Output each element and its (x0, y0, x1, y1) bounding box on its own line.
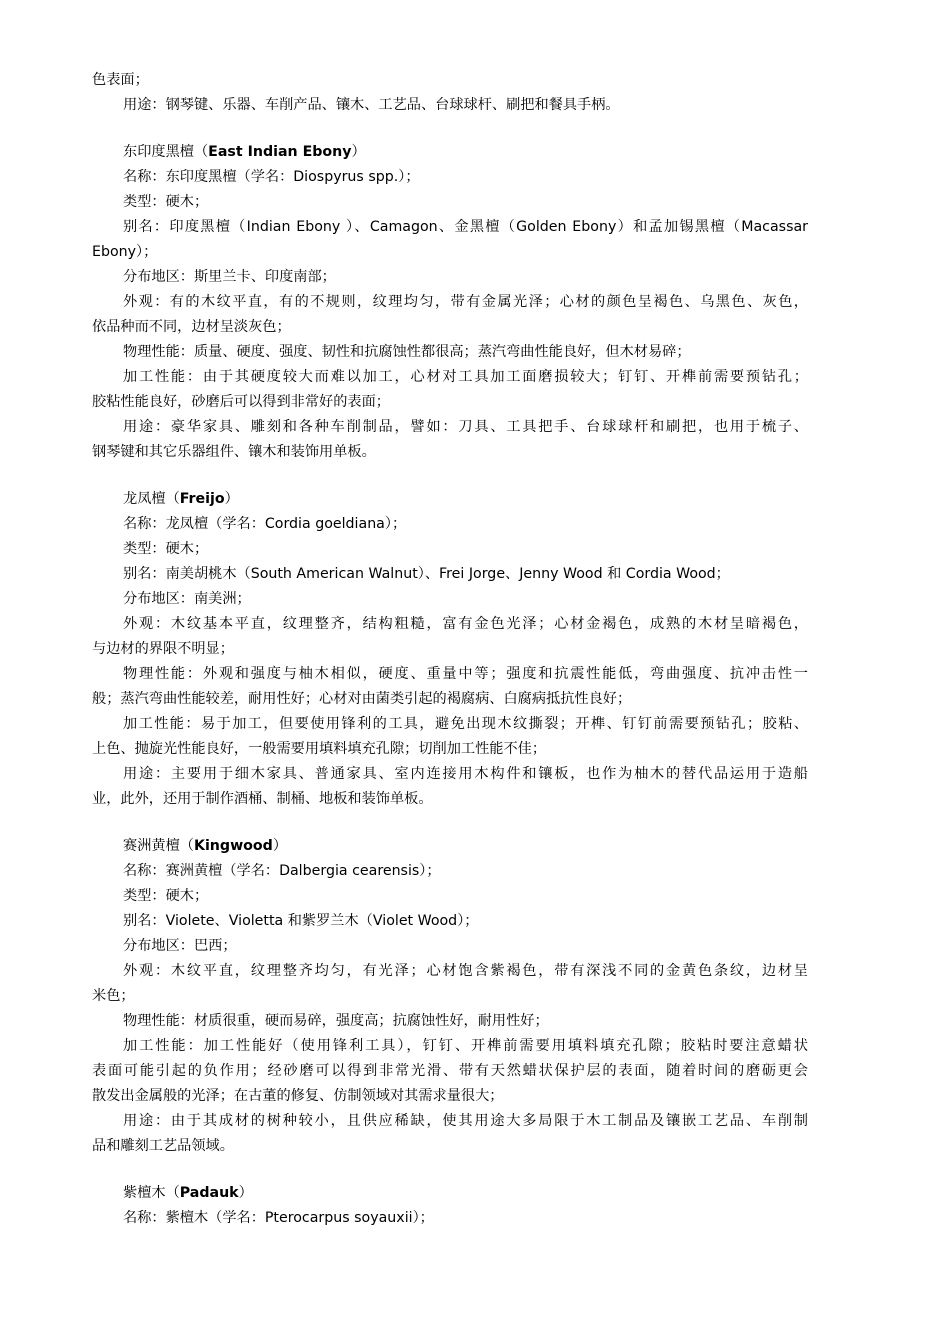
kingwood-uses: 用途：由于其成材的树种较小，且供应稀缺，使其用途大多局限于木工制品及镶嵌工艺品、车削制 (123, 1113, 808, 1129)
freijo-alias: 别名：南美胡桃木（South American Walnut）、Frei Jorge、Jenny Wood 和 Cordia Wood； (123, 566, 730, 582)
freijo-name: 名称：龙凤檀（学名：Cordia goeldiana）； (123, 516, 407, 532)
freijo-uses-cont: 业，此外，还用于制作酒桶、制桶、地板和装饰单板。 (92, 791, 433, 807)
freijo-appearance-cont: 与边材的界限不明显； (92, 641, 234, 657)
section-title-freijo (92, 487, 808, 512)
ebony-alias: 别名：印度黑檀（Indian Ebony ）、Camagon、金黑檀（Golden Ebony）和孟加锡黑檀（Macassar (123, 219, 808, 235)
section-title-cn: 东印度黑檀（ (123, 144, 209, 160)
kingwood-processing: 加工性能：加工性能好（使用锋利工具），钉钉、开榫前需要用填料填充孔隙；胶粘时要注意蜡状 (123, 1038, 808, 1054)
freijo-uses: 用途：主要用于细木家具、普通家具、室内连接用木构件和镶板，也作为柚木的替代品运用于造船 (123, 766, 808, 782)
kingwood-processing-cont-1: 表面可能引起的负作用；经砂磨可以得到非常光滑、带有天然蜡状保护层的表面，随着时间的磨砺更会 (92, 1063, 808, 1079)
freijo-physical: 物理性能：外观和强度与柚木相似，硬度、重量中等；强度和抗震性能低，弯曲强度、抗冲击性一 (123, 666, 808, 682)
ebony-appearance: 外观：有的木纹平直，有的不规则，纹理均匀，带有金属光泽；心材的颜色呈褐色、乌黑色、灰色， (123, 294, 808, 310)
intro-line-1: 色表面； (92, 72, 149, 88)
section-title-close: ） (272, 838, 288, 854)
document-page (92, 68, 808, 1231)
kingwood-region: 分布地区：巴西； (123, 938, 237, 954)
ebony-processing-cont: 胶粘性能良好，砂磨后可以得到非常好的表面； (92, 394, 390, 410)
section-title-en: East Indian Ebony (208, 144, 352, 160)
kingwood-appearance: 外观：木纹平直，纹理整齐均匀，有光泽；心材饱含紫褐色，带有深浅不同的金黄色条纹，边材呈 (123, 963, 808, 979)
kingwood-processing-cont-2: 散发出金属般的光泽；在古董的修复、仿制领域对其需求量很大； (92, 1088, 504, 1104)
section-title-close: ） (238, 1185, 253, 1201)
ebony-name: 名称：东印度黑檀（学名：Diospyrus spp.）； (123, 169, 420, 185)
ebony-uses-cont: 钢琴键和其它乐器组件、镶木和装饰用单板。 (92, 444, 376, 460)
section-spacer (92, 812, 808, 834)
kingwood-appearance-cont: 米色； (92, 988, 135, 1004)
section-title-padauk (92, 1181, 808, 1206)
freijo-physical-cont: 般；蒸汽弯曲性能较差，耐用性好；心材对由菌类引起的褐腐病、白腐病抵抗性良好； (92, 691, 632, 707)
ebony-uses: 用途：豪华家具、雕刻和各种车削制品，譬如：刀具、工具把手、台球球杆和刷把，也用于梳子、 (123, 419, 808, 435)
section-title-close: ） (351, 144, 366, 160)
freijo-processing: 加工性能：易于加工，但要使用锋利的工具，避免出现木纹撕裂；开榫、钉钉前需要预钻孔；胶粘、 (123, 716, 808, 732)
section-spacer (92, 465, 808, 487)
section-title-en: Freijo (179, 491, 225, 507)
ebony-type: 类型：硬木； (123, 194, 209, 210)
ebony-alias-cont: Ebony）； (92, 244, 158, 260)
ebony-appearance-cont: 依品种而不同，边材呈淡灰色； (92, 319, 291, 335)
section-title-east-indian-ebony (92, 140, 808, 165)
intro-line-2: 用途：钢琴键、乐器、车削产品、镶木、工艺品、台球球杆、刷把和餐具手柄。 (123, 97, 620, 113)
kingwood-alias: 别名：Violete、Violetta 和紫罗兰木（Violet Wood）； (123, 913, 479, 929)
kingwood-uses-cont: 品和雕刻工艺品领域。 (92, 1138, 234, 1154)
section-title-cn: 紫檀木（ (123, 1185, 180, 1201)
section-spacer (92, 1159, 808, 1181)
freijo-processing-cont: 上色、抛旋光性能良好，一般需要用填料填充孔隙；切削加工性能不佳； (92, 741, 547, 757)
section-title-en: Kingwood (193, 838, 273, 854)
section-title-cn: 赛洲黄檀（ (123, 838, 194, 854)
ebony-physical: 物理性能：质量、硬度、强度、韧性和抗腐蚀性都很高；蒸汽弯曲性能良好，但木材易碎； (123, 344, 691, 360)
section-spacer (92, 118, 808, 140)
kingwood-name: 名称：赛洲黄檀（学名：Dalbergia cearensis）； (123, 863, 441, 879)
section-title-cn: 龙凤檀（ (123, 491, 180, 507)
padauk-name: 名称：紫檀木（学名：Pterocarpus soyauxii）； (123, 1210, 434, 1226)
freijo-type: 类型：硬木； (123, 541, 209, 557)
section-title-close: ） (224, 491, 239, 507)
section-title-en: Padauk (179, 1185, 239, 1201)
kingwood-physical: 物理性能：材质很重，硬而易碎，强度高；抗腐蚀性好，耐用性好； (123, 1013, 549, 1029)
ebony-region: 分布地区：斯里兰卡、印度南部； (123, 269, 336, 285)
freijo-region: 分布地区：南美洲； (123, 591, 251, 607)
kingwood-type: 类型：硬木； (123, 888, 209, 904)
ebony-processing: 加工性能：由于其硬度较大而难以加工，心材对工具加工面磨损较大；钉钉、开榫前需要预钻孔； (123, 369, 808, 385)
section-title-kingwood (92, 834, 808, 859)
freijo-appearance: 外观：木纹基本平直，纹理整齐，结构粗糙，富有金色光泽；心材金褐色，成熟的木材呈暗褐色， (123, 616, 808, 632)
